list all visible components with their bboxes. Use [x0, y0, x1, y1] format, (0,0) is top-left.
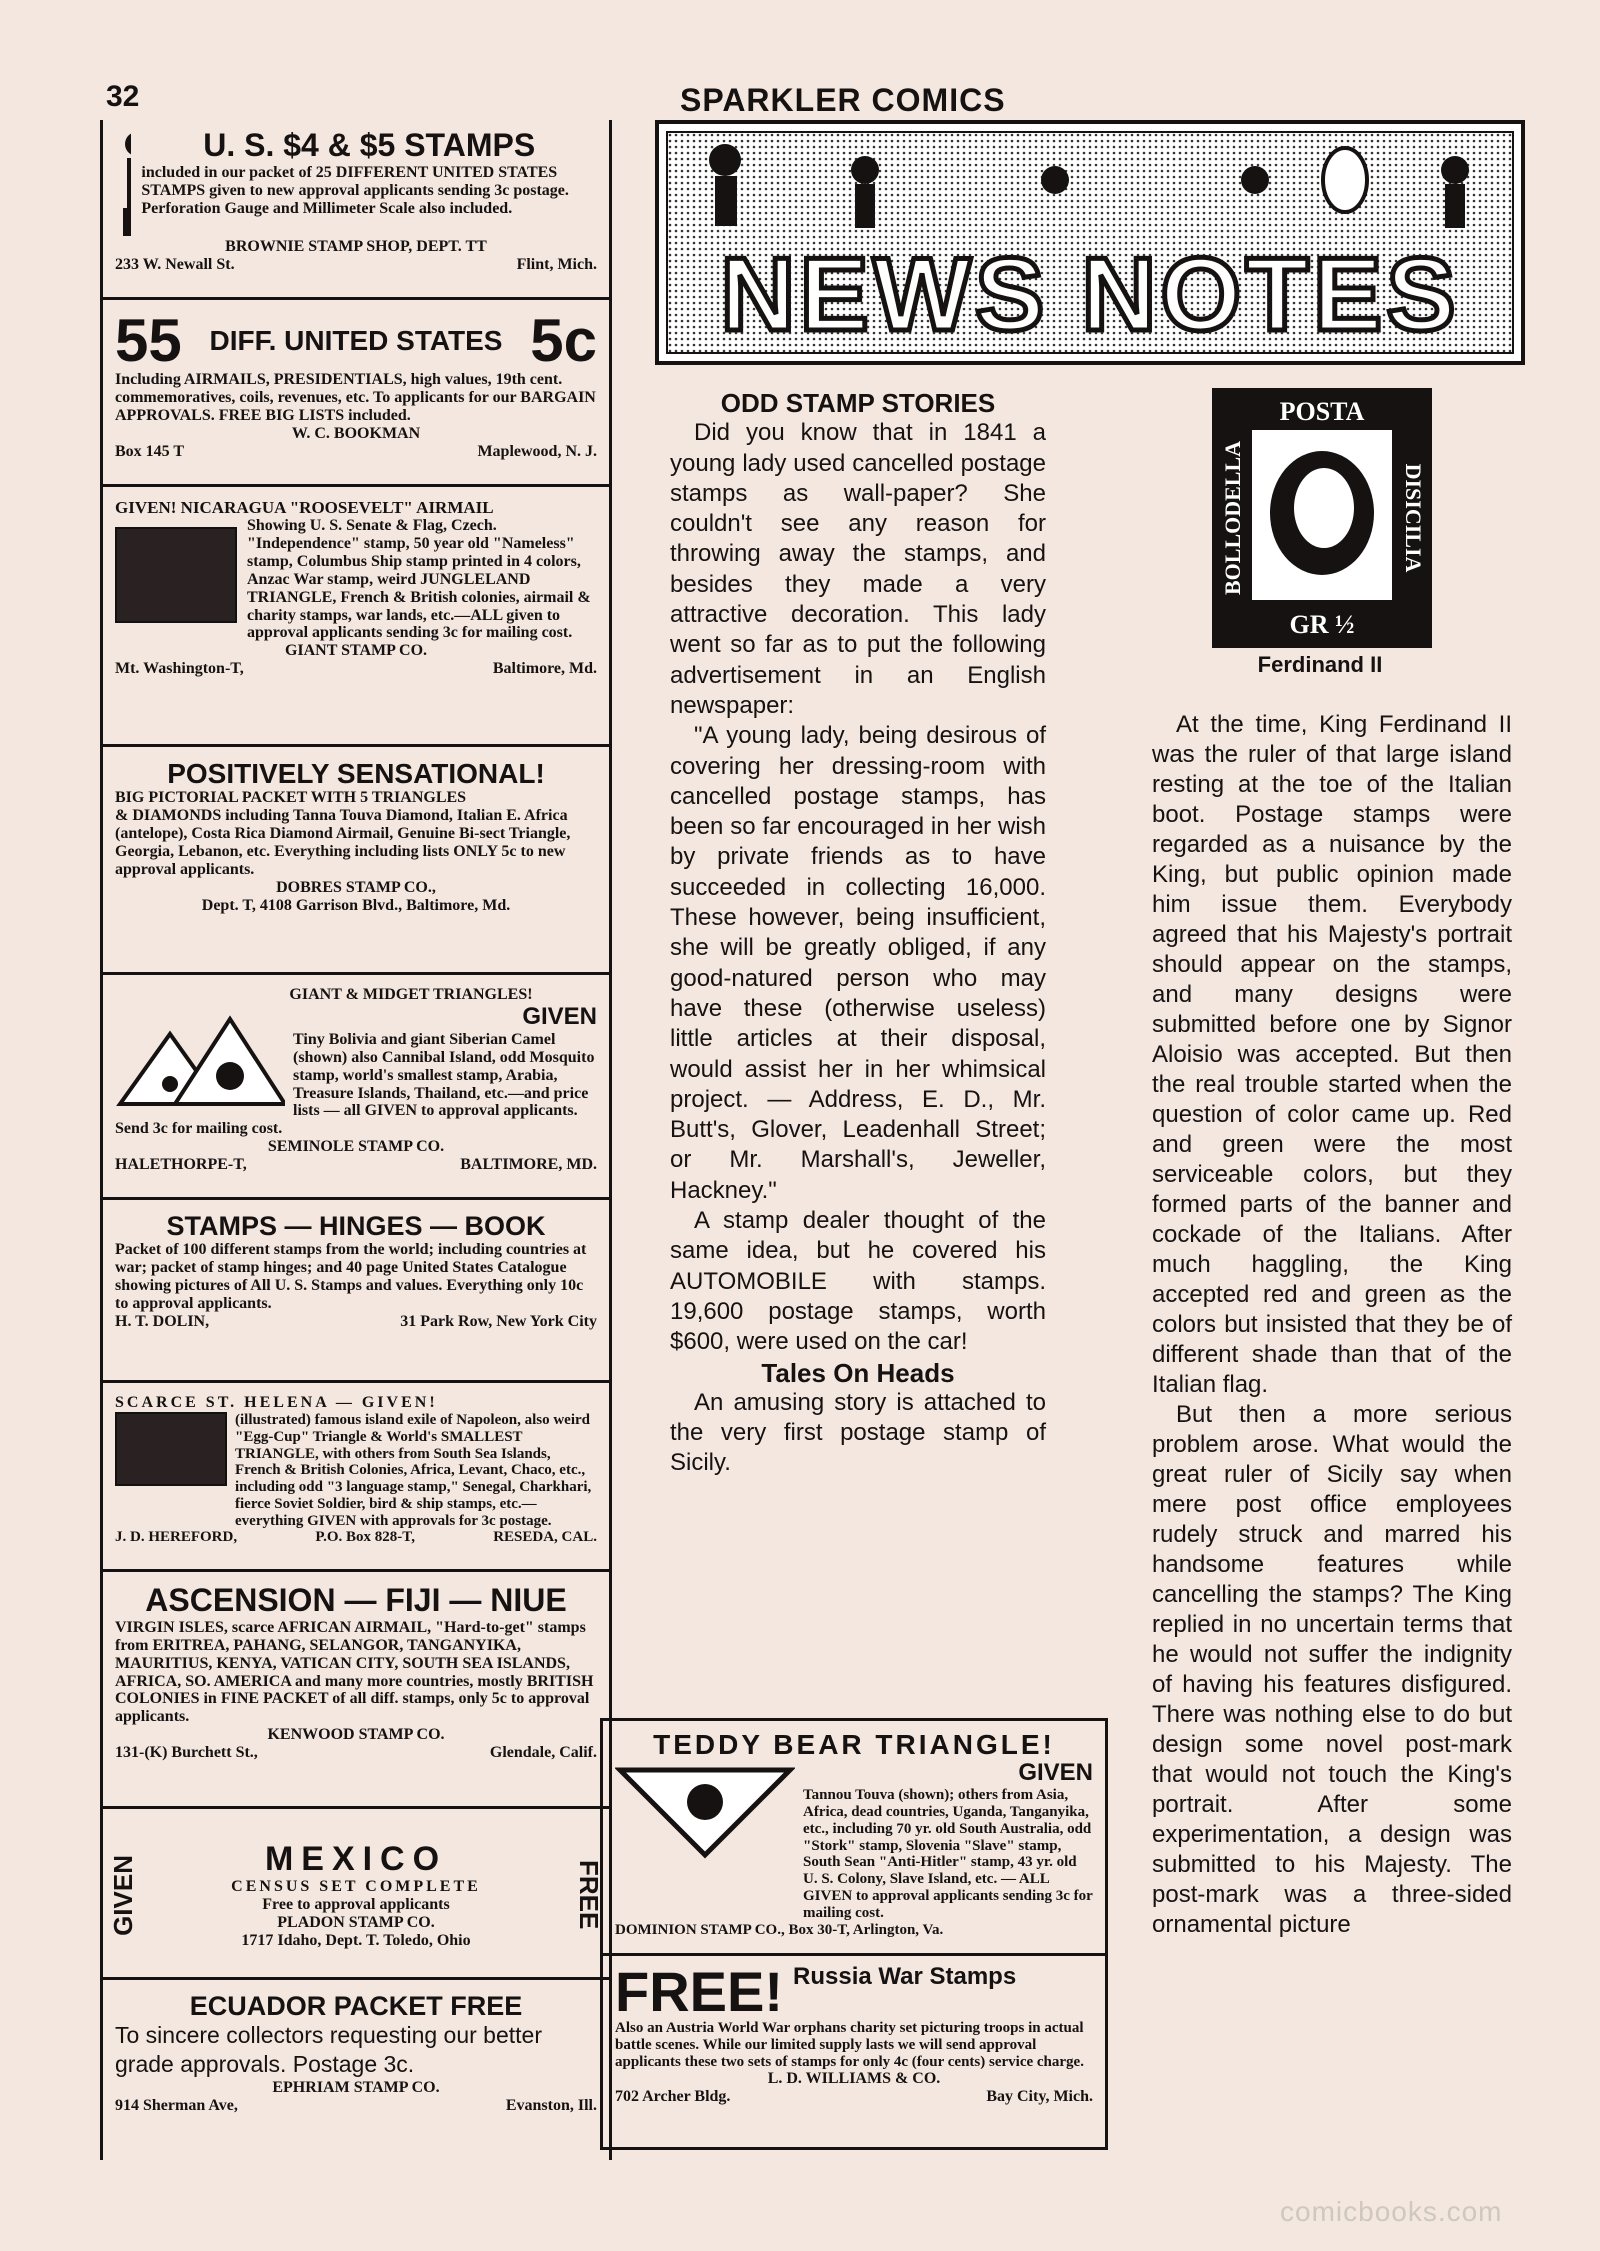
ad-address: Dept. T, 4108 Garrison Blvd., Baltimore, Md.: [201, 896, 511, 914]
ad-shop: W. C. BOOKMAN: [291, 424, 421, 442]
ad-shop: KENWOOD STAMP CO.: [267, 1726, 445, 1744]
ad-shop: PLADON STAMP CO.: [277, 1914, 435, 1932]
ad-send: Send 3c for mailing cost.: [115, 1120, 283, 1138]
ad-address: 31 Park Row, New York City: [400, 1312, 597, 1330]
ad-shop: BROWNIE STAMP SHOP, DEPT. TT: [225, 238, 487, 255]
ad-helena: [103, 1386, 609, 1572]
ad-city: Evanston, Ill.: [505, 2096, 597, 2114]
ad-nicaragua: [103, 490, 609, 747]
ad-title: POSITIVELY SENSATIONAL!: [167, 758, 545, 789]
masthead: SPARKLER COMICS: [680, 82, 1006, 118]
article-paragraph: At the time, King Ferdinand II was the ruler of that large island resting at the toe of the Italian boot. Postage stamps were regarded as a nuisance by the King, but public opinion made him issue them. Everybody agreed that his Majesty's portrait should appear on the stamps, and many designs were submitted before one by Signor Aloisio was accepted. But then the real trouble started when the question of color came up. Red and green were the most serviceable colors, but they formed parts of the banner and cockade of the Italians. After much haggling, the King accepted red and green as the colors but insisted that they be of different shade than that of the Italian flag.: [1152, 711, 1512, 1398]
ad-body: VIRGIN ISLES, scarce AFRICAN AIRMAIL, "Hard-to-get" stamps from ERITREA, PAHANG, SELANGOR, TANGANYIKA, MAURITIUS, KENYA, VATICAN CITY, SOUTH SEA ISLANDS, AFRICA, SO. AMERICA and many more countries, mostly BRITISH COLONIES in FINE PACKET of all diff. stamps, only 5c to approval applicants.: [115, 1618, 594, 1726]
ads-column: [100, 120, 612, 2160]
ad-city: Baltimore, Md.: [492, 660, 597, 678]
ad-ascension: [103, 1575, 609, 1809]
ad-address: 1717 Idaho, Dept. T. Toledo, Ohio: [241, 1931, 471, 1949]
brownie-icon: [115, 128, 131, 238]
ad-body: Also an Austria World War orphans charity set picturing troops in actual battle scenes. While our limited supply lasts we will send approval applicants these two sets of stamps for only 4c (four cents) service charge.: [615, 2020, 1084, 2070]
helena-stamp-image: [115, 1412, 227, 1486]
nicaragua-stamp-image: [115, 527, 237, 623]
ad-body: Free to approval applicants: [262, 1896, 450, 1914]
ad-body: Packet of 100 different stamps from the world; including countries at war; packet of stamp hinges; and 40 page United States Catalogue showing pictures of All U. S. Stamps and values. Everything only 10c to approval applicants.: [115, 1241, 587, 1312]
ad-title: GIANT & MIDGET TRIANGLES!: [289, 986, 533, 1003]
ad-given: GIVEN: [522, 1002, 597, 1030]
ad-shop: EPHRIAM STAMP CO.: [272, 2078, 440, 2096]
ad-hinges: [103, 1203, 609, 1383]
ad-city: Flint, Mich.: [516, 255, 597, 273]
ad-num: 55: [115, 307, 182, 374]
ad-body: (illustrated) famous island exile of Napoleon, also weird "Egg-Cup" Triangle & World's SMALLEST TRIANGLE, with others from South Sea Islands, French & British Colonies, Africa, Levant, Chaco, etc., including odd "3 language stamp," Senegal, Charkhari, fierce Soviet Soldier, bird & ship stamps, etc.—everything GIVEN with approvals for 3c postage.: [235, 1411, 592, 1529]
news-notes-banner: [655, 120, 1525, 365]
ad-body: To sincere collectors requesting our better grade approvals. Postage 3c.: [115, 2022, 542, 2077]
ad-body: Tiny Bolivia and giant Siberian Camel (shown) also Cannibal Island, odd Mosquito stamp, world's smallest stamp, Arabia, Treasure Islands, Thailand, etc.—and price lists — all GIVEN to approval applicants.: [293, 1030, 595, 1120]
ad-shop: J. D. HEREFORD,: [115, 1529, 238, 1546]
ad-body: Showing U. S. Senate & Flag, Czech. "Independence" stamp, 50 year old "Nameless" stamp, Columbus Ship stamp printed in 4 colors, Anzac War stamp, weird JUNGLELAND TRIANGLE, French & British colonies, airmail & charity stamps, war lands, etc.—ALL given to approval applicants sending 3c for mailing cost.: [247, 517, 591, 642]
ad-sub: BIG PICTORIAL PACKET WITH 5 TRIANGLES: [115, 789, 467, 807]
ad-title: SCARCE ST. HELENA — GIVEN!: [115, 1394, 438, 1411]
ad-body: & DIAMONDS including Tanna Touva Diamond, Italian E. Africa (antelope), Costa Rica Diamond Airmail, Genuine Bi-sect Triangle, Georgia, Lebanon, etc. Everything including lists ONLY 5c to new approval applicants.: [115, 807, 571, 878]
ad-title: MEXICO: [264, 1840, 448, 1879]
ad-city: BALTIMORE, MD.: [460, 1156, 597, 1174]
ad-title: DIFF. UNITED STATES: [209, 325, 503, 357]
ad-title: GIVEN! NICARAGUA "ROOSEVELT" AIRMAIL: [115, 498, 494, 517]
ad-title: STAMPS — HINGES — BOOK: [166, 1211, 546, 1241]
section-heading: Tales On Heads: [761, 1357, 955, 1388]
ad-ecuador: [103, 1983, 609, 2160]
ad-mexico: [103, 1812, 609, 1980]
ad-city: RESEDA, CAL.: [493, 1529, 597, 1546]
ad-city: Bay City, Mich.: [986, 2088, 1093, 2106]
ad-left: GIVEN: [108, 1854, 138, 1936]
ad-title: ASCENSION — FIJI — NIUE: [145, 1582, 567, 1618]
ad-right: FREE: [574, 1860, 604, 1930]
ad-box: P.O. Box 828-T,: [315, 1529, 415, 1546]
ad-address: 131-(K) Burchett St.,: [115, 1744, 258, 1762]
watermark: comicbooks.com: [1280, 2196, 1503, 2227]
ad-address: Mt. Washington-T,: [115, 660, 244, 678]
ad-shop: SEMINOLE STAMP CO.: [267, 1138, 445, 1156]
ad-shop: H. T. DOLIN,: [115, 1312, 210, 1330]
bottom-ads: [600, 1718, 1108, 2150]
ad-shop: DOBRES STAMP CO.,: [276, 878, 436, 896]
teddy-triangle-stamp-icon: [615, 1760, 795, 1860]
ad-us-stamps: [103, 120, 609, 300]
ad-address: 702 Archer Bldg.: [615, 2088, 731, 2106]
ad-body: Including AIRMAILS, PRESIDENTIALS, high values, 19th cent. commemoratives, coils, revenues, etc. To applicants for our BARGAIN APPROVALS. FREE BIG LISTS included.: [115, 371, 596, 424]
ad-title: U. S. $4 & $5 STAMPS: [203, 127, 536, 163]
stamp-right-text: DISICILIA: [1401, 463, 1426, 573]
article-paragraph: A stamp dealer thought of the same idea, but he covered his AUTOMOBILE with stamps. 19,600 postage stamps, worth $600, were used on the car!: [670, 1207, 1046, 1356]
ad-address: HALETHORPE-T,: [115, 1156, 247, 1174]
article-paragraph: Did you know that in 1841 a young lady used cancelled postage stamps as wall-paper? She couldn't see any reason for throwing away the stamps, and besides they made a very attractive decoration. This lady went so far as to put the following advertisement in an English newspaper:: [670, 419, 1046, 719]
ad-teddy: [603, 1721, 1105, 1956]
ad-russia: [603, 1956, 1105, 2147]
ad-title: ECUADOR PACKET FREE: [189, 1991, 523, 2021]
ad-city: Glendale, Calif.: [489, 1744, 597, 1762]
ad-diff-us: [103, 303, 609, 487]
triangle-stamps-icon: [115, 1004, 285, 1114]
ad-shop: L. D. WILLIAMS & CO.: [767, 2070, 941, 2088]
ad-title: TEDDY BEAR TRIANGLE!: [653, 1729, 1055, 1760]
banner-title: NEWS NOTES: [720, 237, 1460, 353]
article-paragraph: An amusing story is attached to the very first postage stamp of Sicily.: [670, 1388, 1046, 1477]
sicily-stamp-image: [1212, 388, 1432, 648]
page-number: 32: [106, 80, 140, 113]
ad-shop: GIANT STAMP CO.: [284, 642, 428, 660]
article-paragraph: "A young lady, being desirous of covering her dressing-room with cancelled postage stamps, has been so far encouraged in her wish by private friends as to have succeeded in collecting 16,000. These however, being insufficient, she will be greatly obliged, if any good-natured person who may have these (otherwise useless) little articles at their disposal, would assist her in her whimsical project. — Address, E. D., Mr. Butt's, Glover, Leadenhall Street; or Mr. Marshall's, Jeweller, Hackney.": [670, 722, 1046, 1204]
ad-triangles: [103, 978, 609, 1200]
article-paragraph: But then a more serious problem arose. What would the great ruler of Sicily say when mere post office employees rudely struck and marred his handsome features while cancelling the stamps? The King replied in no uncertain terms that he would not suffer the indignity of having his features disfigured. There was nothing else to do but design some novel post-mark that would not touch the King's portrait. After some experimentation, a design was submitted to his Majesty. The post-mark was a three-sided ornamental picture: [1152, 1401, 1512, 1938]
ad-free: FREE!: [615, 1960, 783, 2023]
ad-shop: DOMINION STAMP CO., Box 30-T, Arlington, Va.: [615, 1921, 944, 1938]
ad-price: 5c: [530, 307, 597, 374]
ad-box: Box 145 T: [115, 442, 185, 460]
ad-body: Tannou Touva (shown); others from Asia, Africa, dead countries, Uganda, Tanganyika, etc., including 70 yr. old South Australia, odd "Stork" stamp, Slovenia "Slave" stamp, South Sean "Anti-Hitler" stamp, 43 yr. old U. S. Colony, Slave Island, etc. — ALL GIVEN to approval applicants sending 3c for mailing cost.: [803, 1787, 1093, 1921]
ad-sensational: [103, 750, 609, 975]
ad-title: Russia War Stamps: [793, 1963, 1017, 1990]
stamp-top-text: POSTA: [1279, 397, 1365, 426]
ad-address: 233 W. Newall St.: [115, 255, 235, 273]
ad-sub: CENSUS SET COMPLETE: [231, 1878, 481, 1896]
ad-city: Maplewood, N. J.: [477, 442, 597, 460]
stamp-left-text: BOLLODELLA: [1220, 440, 1245, 596]
ad-given: GIVEN: [1018, 1759, 1093, 1787]
stamp-bottom-text: GR ½: [1289, 610, 1355, 639]
section-heading: ODD STAMP STORIES: [720, 388, 996, 418]
ad-body: included in our packet of 25 DIFFERENT UNITED STATES STAMPS given to new approval applicants sending 3c postage. Perforation Gauge and Millimeter Scale also included.: [141, 163, 569, 217]
article-column-1: [670, 388, 1046, 1479]
stamp-caption: Ferdinand II: [1257, 652, 1383, 677]
ad-address: 914 Sherman Ave,: [115, 2096, 238, 2114]
article-column-2: [1152, 710, 1512, 1940]
